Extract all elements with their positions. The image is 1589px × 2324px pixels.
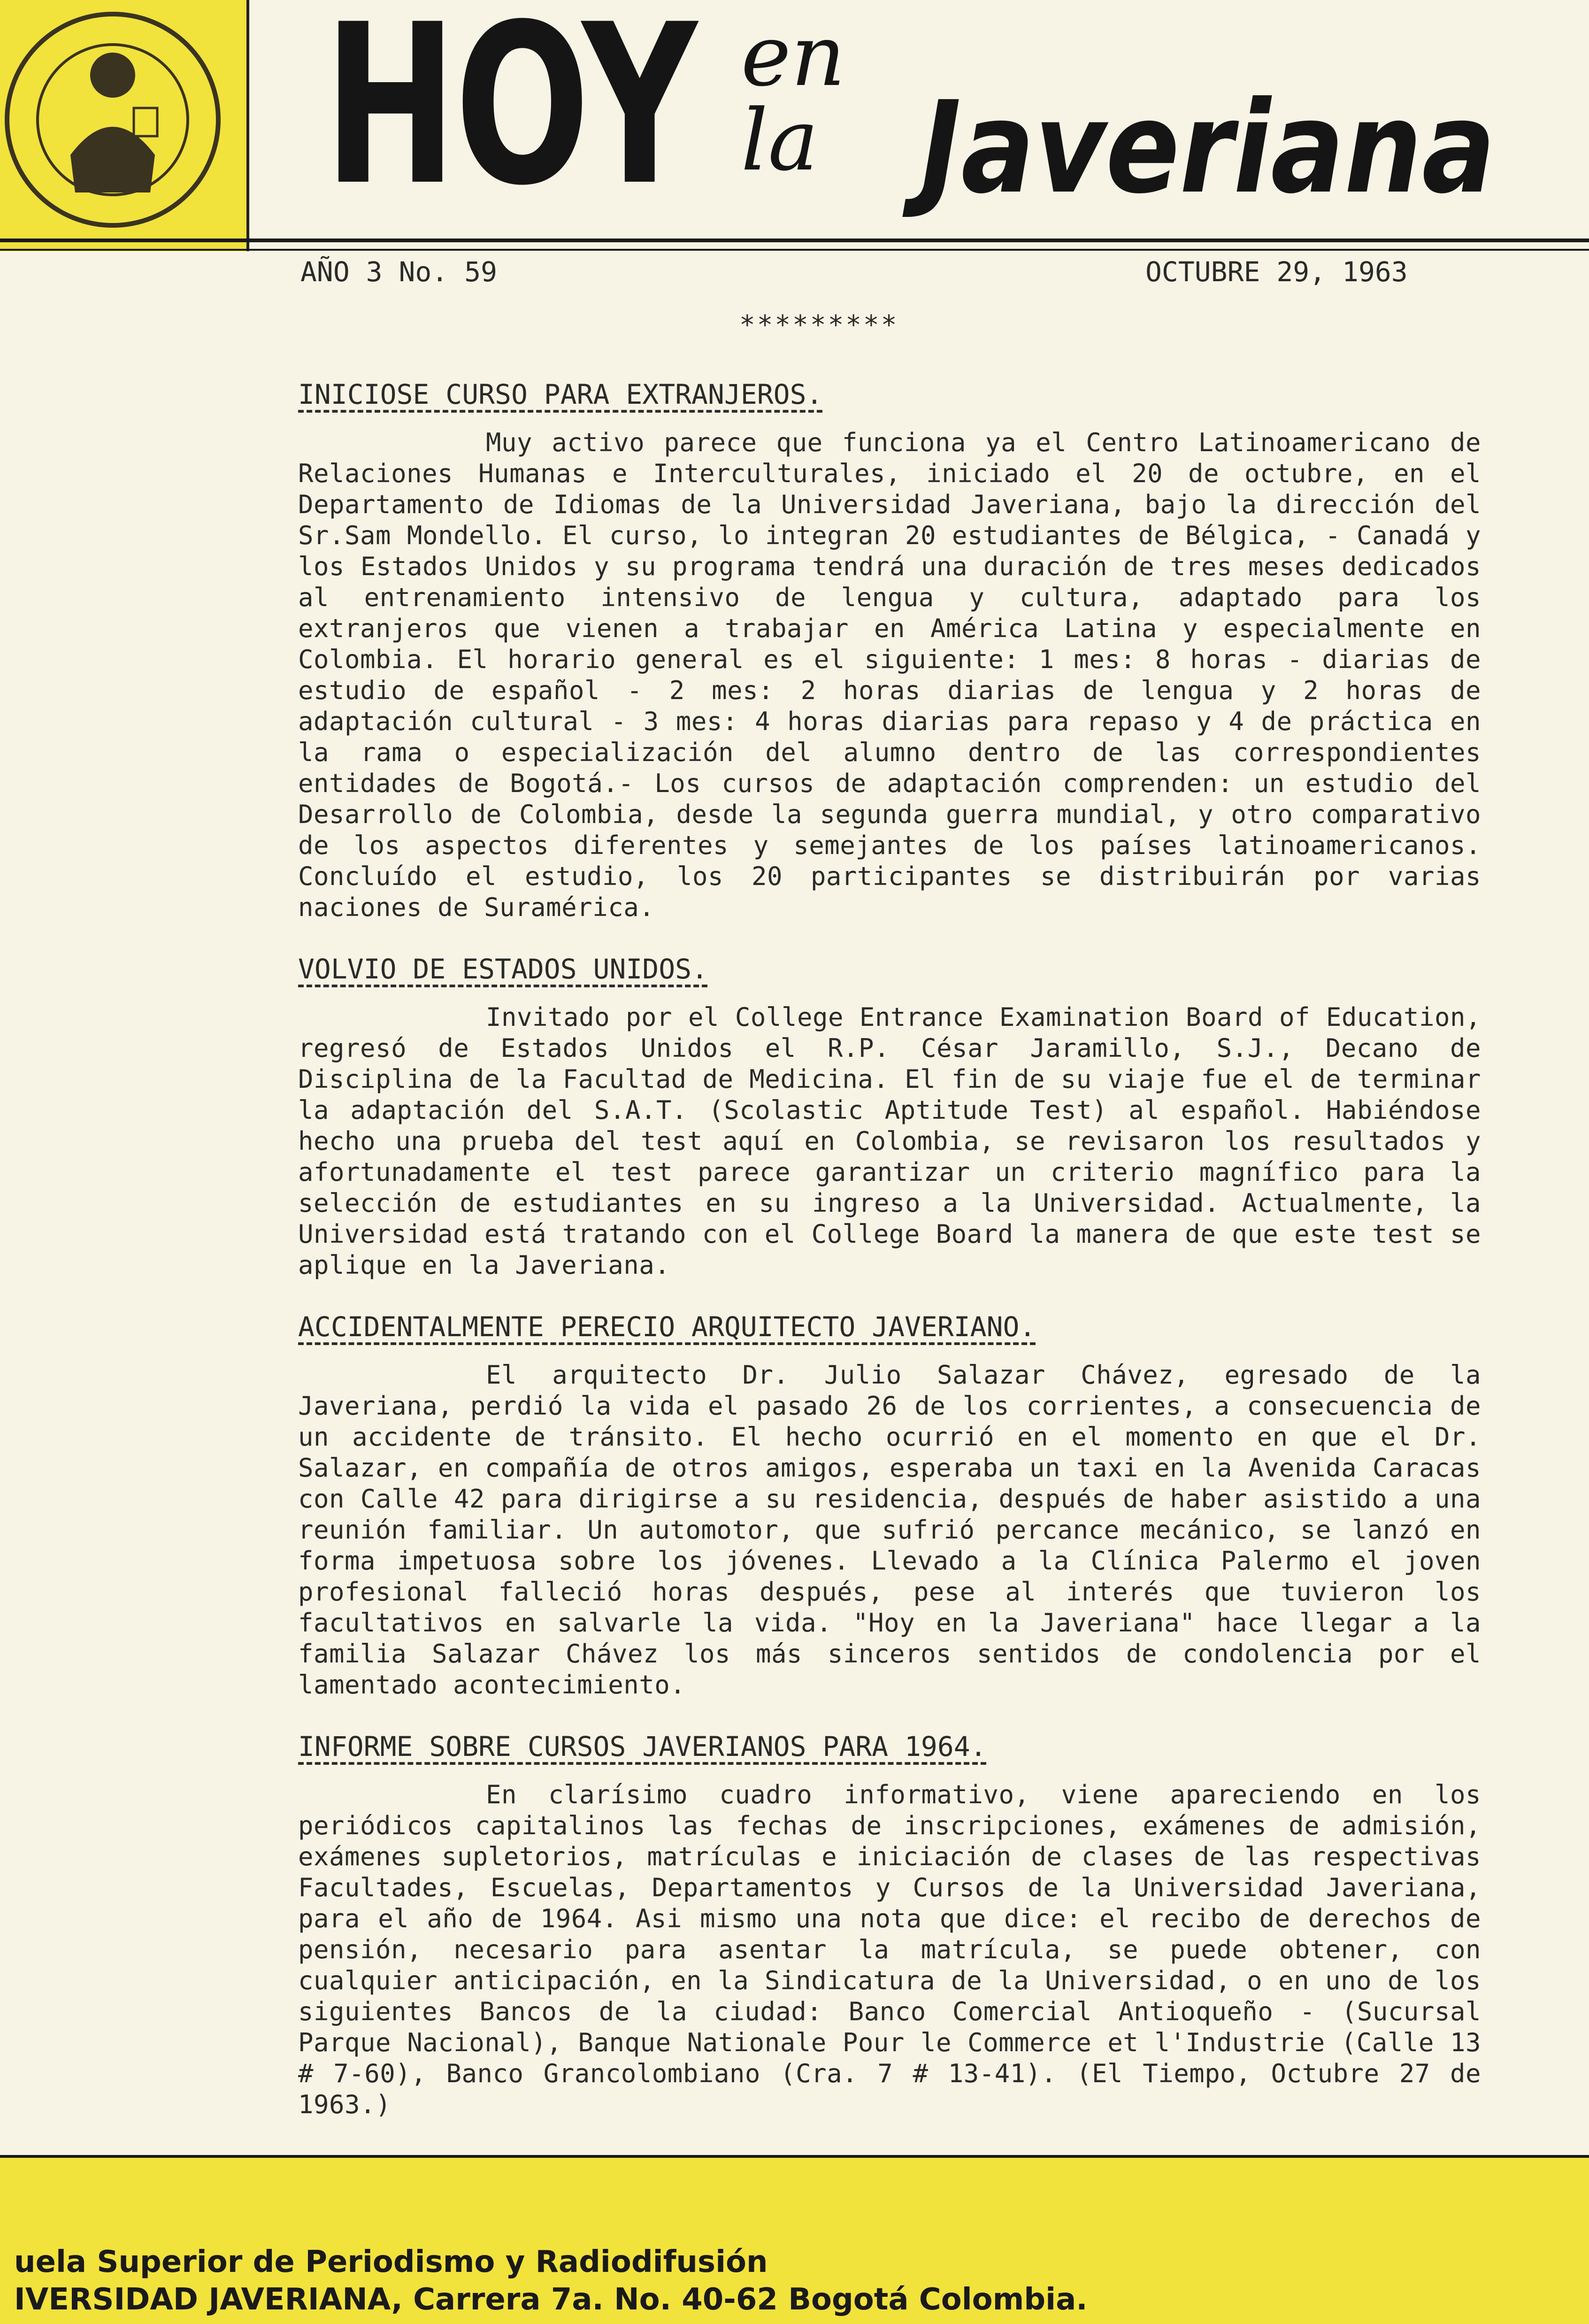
title-javeriana: Javeriana [920,74,1496,222]
article-headline: ACCIDENTALMENTE PERECIO ARQUITECTO JAVERIANO. [298,1311,1036,1343]
separator-stars: ********* [739,310,899,340]
footer [0,2155,1589,2324]
article [298,950,1481,1281]
article [298,1728,1481,2120]
title-en-la: en la [741,7,845,190]
footer-address: IVERSIDAD JAVERIANA, Carrera 7a. No. 40-62 Bogotá Colombia. [14,2282,1088,2317]
header-rule-thin [0,249,1589,251]
title-hoy: HOY [324,0,695,234]
articles [298,376,1481,2147]
article-body: En clarísimo cuadro informativo, viene apareciendo en los periódicos capitalinos las fechas de inscripciones, exámenes de admisión, exámenes supletorios, matrículas e iniciación de clases de las respectivas Facultades, Escuelas, Departamentos y Cursos de la Universidad Javeriana, para el año de 1964. Asi mismo una nota que dice: el recibo de derechos de pensión, necesario para asentar la matrícula, se puede obtener, con cualquier anticipación, en la Sindicatura de la Universidad, o en uno de los siguientes Bancos de la ciudad: Banco Comercial Antioqueño - (Sucursal Parque Nacional), Banque Nationale Pour le Commerce et l'Industrie (Calle 13 # 7-60), Banco Grancolombiano (Cra. 7 # 13-41). (El Tiempo, Octubre 27 de 1963.) [298,1780,1481,2119]
university-seal [0,0,249,251]
article-headline: VOLVIO DE ESTADOS UNIDOS. [298,953,708,985]
footer-school: uela Superior de Periodismo y Radiodifusión [14,2245,768,2279]
seal-icon [0,0,246,251]
article-body: Invitado por el College Entrance Examination Board of Education, regresó de Estados Unidos el R.P. César Jaramillo, S.J., Decano de Disciplina de la Facultad de Medicina. El fin de su viaje fue el de terminar la adaptación del S.A.T. (Scolastic Aptitude Test) al español. Habiéndose hecho una prueba del test aquí en Colombia, se revisaron los resultados y afortunadamente el test parece garantizar un criterio magnífico para la selección de estudiantes en su ingreso a la Universidad. Actualmente, la Universidad está tratando con el College Board la manera de que este test se aplique en la Javeriana. [298,1002,1481,1280]
masthead [0,0,1589,254]
header-rule [0,239,1589,242]
article-body: El arquitecto Dr. Julio Salazar Chávez, egresado de la Javeriana, perdió la vida el pasado 26 de los corrientes, a consecuencia de un accidente de tránsito. El hecho ocurrió en el momento en que el Dr. Salazar, en compañía de otros amigos, esperaba un taxi en la Avenida Caracas con Calle 42 para dirigirse a su residencia, después de haber asistido a una reunión familiar. Un automotor, que sufrió percance mecánico, se lanzó en forma impetuosa sobre los jóvenes. Llevado a la Clínica Palermo el joven profesional falleció horas después, pese al interés que tuvieron los facultativos en salvarle la vida. "Hoy en la Javeriana" hace llegar a la familia Salazar Chávez los más sinceros sentidos de condolencia por el lamentado acontecimiento. [298,1360,1481,1700]
issue-date: OCTUBRE 29, 1963 [1145,256,1408,288]
article-headline: INFORME SOBRE CURSOS JAVERIANOS PARA 1964. [298,1731,987,1762]
article-headline: INICIOSE CURSO PARA EXTRANJEROS. [298,378,823,410]
masthead-title [324,0,1589,234]
issue-number: AÑO 3 No. 59 [300,256,498,288]
article [298,376,1481,923]
article [298,1308,1481,1701]
article-body: Muy activo parece que funciona ya el Centro Latinoamericano de Relaciones Humanas e Interculturales, iniciado el 20 de octubre, en el Departamento de Idiomas de la Universidad Javeriana, bajo la dirección del Sr.Sam Mondello. El curso, lo integran 20 estudiantes de Bélgica, - Canadá y los Estados Unidos y su programa tendrá una duración de tres meses dedicados al entrenamiento intensivo de lengua y cultura, adaptado para los extranjeros que vienen a trabajar en América Latina y especialmente en Colombia. El horario general es el siguiente: 1 mes: 8 horas - diarias de estudio de español - 2 mes: 2 horas diarias de lengua y 2 horas de adaptación cultural - 3 mes: 4 horas diarias para repaso y 4 de práctica en la rama o especialización del alumno dentro de las correspondientes entidades de Bogotá.- Los cursos de adaptación comprenden: un estudio del Desarrollo de Colombia, desde la segunda guerra mundial, y otro comparativo de los aspectos diferentes y semejantes de los países latinoamericanos. Concluído el estudio, los 20 participantes se distribuirán por varias naciones de Suramérica. [298,428,1481,922]
